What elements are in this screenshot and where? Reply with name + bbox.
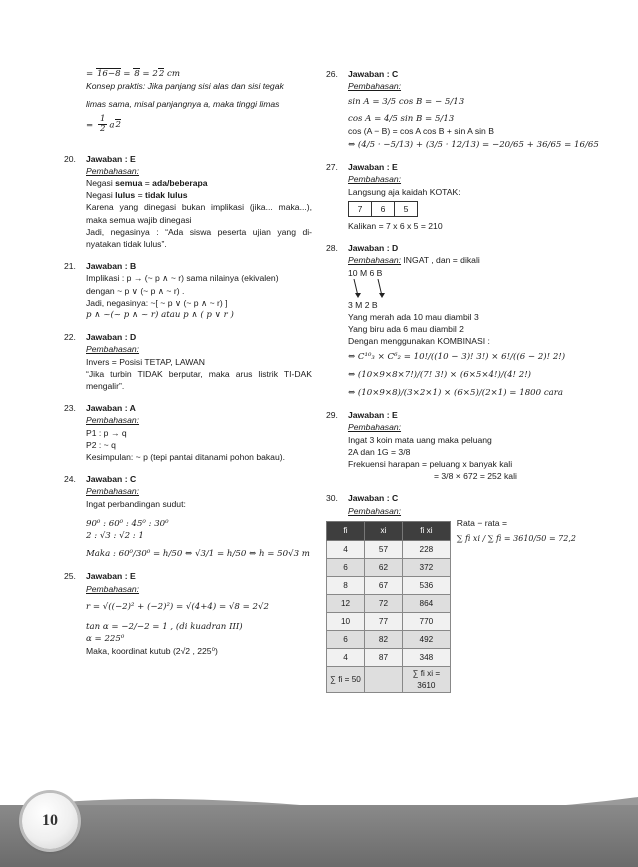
answer-heading: Jawaban : E <box>86 153 136 164</box>
question-29 <box>326 409 576 482</box>
q27-line-2: Kalikan = 7 x 6 x 5 = 210 <box>348 221 443 232</box>
continued-line-3: limas sama, misal panjangnya a, maka tinggi limas <box>86 99 280 110</box>
table-cell: 87 <box>364 648 402 666</box>
table-cell: 82 <box>364 630 402 648</box>
answer-heading: Jawaban : E <box>348 410 398 421</box>
q29-line-4: = 3/8 × 672 = 252 kali <box>434 471 517 482</box>
question-number: 20. <box>64 153 76 164</box>
table-cell: 4 <box>327 648 365 666</box>
discussion-label: Pembahasan: <box>86 165 140 176</box>
table-row <box>327 540 451 558</box>
q28-line-8: ⇔ (10×9×8)/(3×2×1) × (6×5)/(2×1) = 1800 cara <box>348 388 563 399</box>
table-cell: 4 <box>327 540 365 558</box>
discussion-label: Pembahasan: <box>86 344 140 355</box>
footer-band <box>0 805 638 867</box>
q26-line-4: ⇔ (4/5 · −5/13) + (3/5 · 12/13) = −20/65 + 36/65 = 16/65 <box>348 140 599 151</box>
question-24 <box>64 473 312 560</box>
q26-line-1: sin A = 3/5 cos B = − 5/13 <box>348 97 465 108</box>
question-22 <box>64 331 312 392</box>
down-arrow-icon <box>348 279 408 299</box>
kotak-box: 6 <box>372 202 395 216</box>
frequency-table <box>326 521 451 693</box>
kotak-box: 5 <box>403 203 409 214</box>
discussion-label: Pembahasan: <box>348 81 402 92</box>
table-cell: 536 <box>402 576 450 594</box>
q28-line-1: 10 M 6 B <box>348 267 383 278</box>
question-number: 30. <box>326 493 338 504</box>
q24-line-4: Maka : 60⁰/30⁰ = h/50 ⇔ √3/1 = h/50 ⇔ h = 50√3 m <box>86 549 310 560</box>
question-number: 21. <box>64 261 76 272</box>
answer-heading: Jawaban : C <box>86 474 137 485</box>
discussion-label: Pembahasan: <box>348 422 402 433</box>
kotak-box: 7 <box>349 202 372 216</box>
q21-line-1: Implikasi : p → (~ p ∧ ~ r) sama nilainya (ekivalen) <box>86 273 279 284</box>
page-number-badge <box>22 793 78 849</box>
table-row <box>327 648 451 666</box>
continued-line-2: Konsep praktis: Jika panjang sisi alas dan sisi tegak <box>86 81 284 92</box>
q25-line-1: r = √((−2)² + (−2)²) = √(4+4) = √8 = 2√2 <box>86 601 269 612</box>
table-cell: 57 <box>364 540 402 558</box>
right-column <box>326 68 599 693</box>
sum-fixi-cell: ∑ fi xi = 3610 <box>402 666 450 692</box>
question-28 <box>326 242 576 399</box>
q28-line-7: ⇔ (10×9×8×7!)/(7! 3!) × (6×5×4!)/(4! 2!) <box>348 369 532 380</box>
discussion-label: Pembahasan: <box>348 505 402 516</box>
continued-line-1: = 16−8 = 8 = 22 cm <box>86 69 180 79</box>
table-cell: 77 <box>364 612 402 630</box>
q29-line-3: Frekuensi harapan = peluang x banyak kali <box>348 459 513 470</box>
q25-line-4: Maka, koordinat kutub (2√2 , 225⁰) <box>86 646 218 657</box>
question-number: 26. <box>326 69 338 79</box>
answer-heading: Jawaban : C <box>348 69 399 79</box>
answer-heading: Jawaban : B <box>86 261 137 272</box>
q29-line-2: 2A dan 1G = 3/8 <box>348 446 411 457</box>
q25-line-3: α = 225⁰ <box>86 634 125 645</box>
table-cell: 62 <box>364 558 402 576</box>
question-number: 24. <box>64 474 76 485</box>
q20-line-1: Negasi semua = ada/beberapa <box>86 177 208 188</box>
question-number: 29. <box>326 410 338 421</box>
question-30 <box>326 492 576 693</box>
mean-label: Rata − rata = <box>456 517 507 528</box>
q26-line-3: cos (A − B) = cos A cos B + sin A sin B <box>348 125 494 136</box>
q27-line-1: Langsung aja kaidah KOTAK: <box>348 186 461 197</box>
q20-line-3: Karena yang dinegasi bukan implikasi (jika... maka...), maka semua wajib dinegasi <box>86 202 312 225</box>
answer-heading: Jawaban : E <box>348 162 398 173</box>
q21-line-2: dengan ~ p ∨ (~ p ∧ ~ r) . <box>86 285 185 296</box>
table-cell: 6 <box>327 630 365 648</box>
table-cell: 372 <box>402 558 450 576</box>
table-cell: 10 <box>327 612 365 630</box>
discussion-label: Pembahasan: <box>348 174 402 185</box>
question-20 <box>64 153 312 251</box>
discussion-label: Pembahasan: <box>86 583 140 594</box>
q28-line-3: Yang merah ada 10 mau diambil 3 <box>348 312 479 323</box>
question-number: 25. <box>64 571 76 582</box>
question-27 <box>326 161 576 232</box>
table-header-row <box>327 521 451 540</box>
q28-arrows <box>348 279 576 299</box>
table-cell: 8 <box>327 576 365 594</box>
table-row <box>327 558 451 576</box>
q22-line-1: Invers = Posisi TETAP, LAWAN <box>86 356 205 367</box>
q30-content <box>326 517 576 693</box>
answer-heading: Jawaban : E <box>86 571 136 582</box>
answer-heading: Jawaban : A <box>86 403 136 414</box>
question-number: 22. <box>64 332 76 343</box>
page-number: 10 <box>42 811 58 829</box>
discussion-label: Pembahasan: <box>348 255 402 266</box>
q28-line-2: 3 M 2 B <box>348 299 378 310</box>
q28-line-5: Dengan menggunakan KOMBINASI : <box>348 336 490 347</box>
continued-answer <box>64 68 312 135</box>
mean-calculation <box>457 517 576 545</box>
q26-line-2: cos A = 4/5 sin B = 5/13 <box>348 113 455 124</box>
question-26 <box>326 68 599 151</box>
answer-heading: Jawaban : D <box>86 332 137 343</box>
discussion-label: Pembahasan: <box>86 415 140 426</box>
table-sum-row <box>327 666 451 692</box>
question-21 <box>64 260 312 321</box>
table-cell: 67 <box>364 576 402 594</box>
continued-line-4: = $\frac{1}{2}$ a2 <box>86 113 121 135</box>
q20-line-2: Negasi lulus = tidak lulus <box>86 190 188 201</box>
q20-line-4: Jadi, negasinya : “Ada siswa peserta ujian yang di-nyatakan tidak lulus”. <box>86 226 312 249</box>
q24-line-1: Ingat perbandingan sudut: <box>86 498 186 509</box>
q22-line-2: “Jika turbin TIDAK berputar, maka arus listrik TI-DAK mengalir”. <box>86 368 312 391</box>
column-header: fi xi <box>402 521 450 540</box>
sum-fi-cell: ∑ fi = 50 <box>327 666 365 692</box>
table-cell: 492 <box>402 630 450 648</box>
table-cell: 770 <box>402 612 450 630</box>
q24-line-2: 90⁰ : 60⁰ : 45⁰ : 30⁰ <box>86 518 169 529</box>
q21-line-4: p ∧ ~(~ p ∧ ~ r) atau p ∧ ( p ∨ r ) <box>86 309 234 320</box>
column-header: fi <box>327 521 365 540</box>
answer-heading: Jawaban : C <box>348 493 399 504</box>
answer-heading: Jawaban : D <box>348 243 399 254</box>
table-cell <box>364 666 402 692</box>
q21-line-3: Jadi, negasinya: ~[ ~ p ∨ (~ p ∧ ~ r) ] <box>86 297 228 308</box>
q23-line-3: Kesimpulan: ~ p (tepi pantai ditanami pohon bakau). <box>86 451 285 462</box>
mean-formula: ∑ fi xi / ∑ fi = 3610/50 = 72,2 <box>456 534 576 544</box>
table-row <box>327 594 451 612</box>
q28-sub-tail: INGAT , dan = dikali <box>401 255 480 266</box>
discussion-label: Pembahasan: <box>86 486 140 497</box>
table-row <box>327 612 451 630</box>
question-25 <box>64 570 312 657</box>
q23-line-2: P2 : ~ q <box>86 439 116 450</box>
question-number: 27. <box>326 162 338 173</box>
question-23 <box>64 402 312 463</box>
q25-line-2: tan α = −2/−2 = 1 , (di kuadran III) <box>86 622 243 633</box>
q24-line-3: 2 : √3 : √2 : 1 <box>86 531 144 541</box>
table-cell: 228 <box>402 540 450 558</box>
table-cell: 12 <box>327 594 365 612</box>
table-cell: 348 <box>402 648 450 666</box>
table-cell: 6 <box>327 558 365 576</box>
table-cell: 72 <box>364 594 402 612</box>
left-column <box>64 68 312 668</box>
table-cell: 864 <box>402 594 450 612</box>
question-number: 28. <box>326 243 338 254</box>
column-header: xi <box>364 521 402 540</box>
q28-line-6: ⇔ C¹⁰₃ × C⁶₂ = 10!/((10 − 3)! 3!) × 6!/((6 − 2)! 2!) <box>348 351 566 362</box>
q23-line-1: P1 : p → q <box>86 427 127 438</box>
table-row <box>327 630 451 648</box>
table-row <box>327 576 451 594</box>
kotak-boxes <box>348 201 418 217</box>
q28-sub-line <box>348 254 576 266</box>
q29-line-1: Ingat 3 koin mata uang maka peluang <box>348 434 492 445</box>
q28-line-4: Yang biru ada 6 mau diambil 2 <box>348 324 464 335</box>
question-number: 23. <box>64 403 76 414</box>
